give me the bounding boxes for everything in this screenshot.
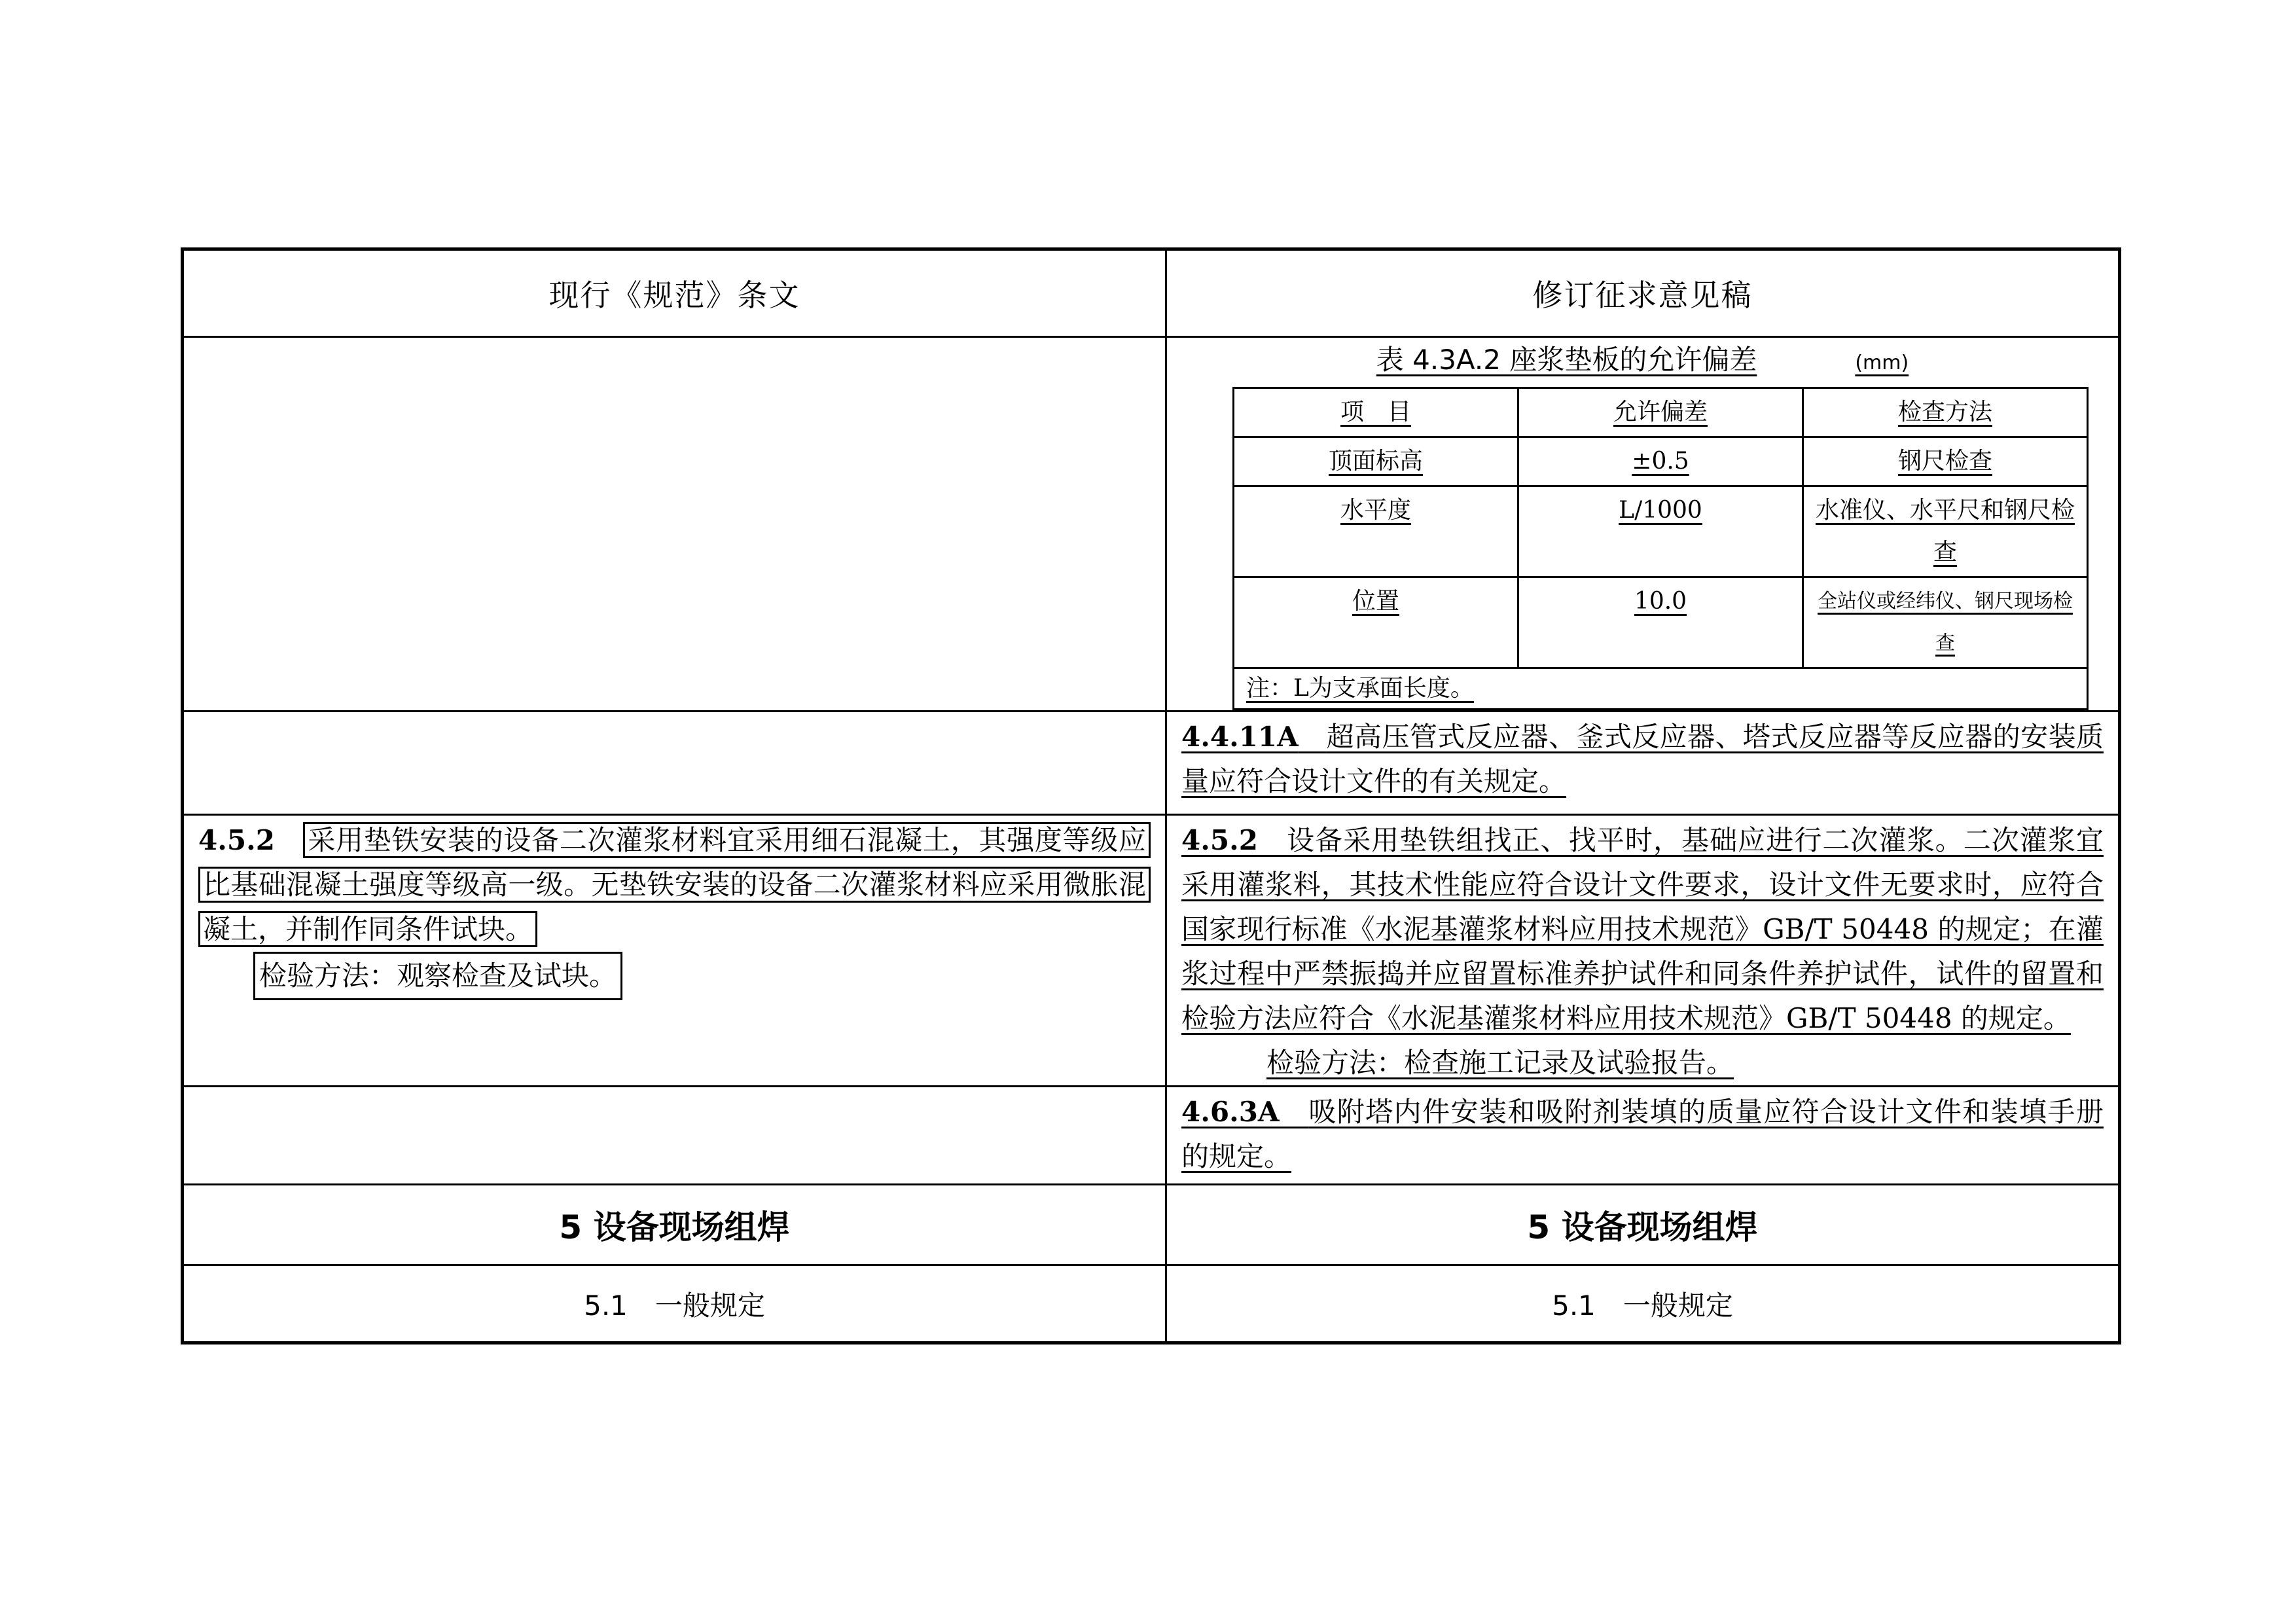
section-title-left: 5 设备现场组焊 [183, 1185, 1166, 1265]
inspection-line [198, 952, 1151, 1000]
header-current-clause: 现行《规范》条文 [183, 249, 1166, 337]
clause-number: 4.5.2 [1181, 824, 1258, 856]
clause-4-4-11A [1166, 712, 2120, 815]
section-title-row [183, 1185, 2120, 1265]
clause-number: 4.4.11A [1181, 721, 1299, 753]
clause-text: 超高压管式反应器、釜式反应器、塔式反应器等反应器的安装质量应符合设计文件的有关规定。 [1181, 721, 2104, 797]
table-row [183, 337, 2120, 712]
clause-4-5-2-current [183, 815, 1166, 1087]
tolerance-table-caption: 表 4.3A.2 座浆垫板的允许偏差 (mm) [1376, 344, 1909, 376]
header-revision-draft: 修订征求意见稿 [1166, 249, 2120, 337]
tolerance-note-row [1234, 668, 2088, 710]
subsection-title-left: 5.1 一般规定 [183, 1265, 1166, 1343]
empty-cell [183, 712, 1166, 815]
table-cell: L/1000 [1518, 486, 1803, 577]
tolerance-table-unit: (mm) [1855, 352, 1909, 374]
clause-text: 采用垫铁安装的设备二次灌浆材料宜采用细石混凝土，其强度等级应比基础混凝土强度等级高一级。无垫铁安装的设备二次灌浆材料应采用微胀混凝土，并制作同条件试块。 [198, 822, 1151, 947]
clause-4-6-3A [1166, 1087, 2120, 1185]
subsection-title-row [183, 1265, 2120, 1343]
clause-text: 吸附塔内件安装和吸附剂装填的质量应符合设计文件和装填手册的规定。 [1181, 1096, 2104, 1172]
tolerance-col-deviation: 允许偏差 [1518, 388, 1803, 437]
empty-cell [183, 1087, 1166, 1185]
table-row [1234, 437, 2088, 486]
table-cell: 全站仪或经纬仪、钢尺现场检查 [1803, 577, 2088, 668]
tolerance-header-row [1234, 388, 2088, 437]
subsection-title-right: 5.1 一般规定 [1166, 1265, 2120, 1343]
clause-number: 4.6.3A [1181, 1096, 1280, 1128]
clause-text: 设备采用垫铁组找正、找平时，基础应进行二次灌浆。二次灌浆宜采用灌浆料，其技术性能应符合设计文件要求，设计文件无要求时，应符合国家现行标准《水泥基灌浆材料应用技术规范》GB/T 50448 的规定；在灌浆过程中严禁振捣并应留置标准养护试件和同条件养护试件，试件的留置和检验方法应符合《水泥基灌浆材料应用技术规范》GB/T 50448 的规定。 [1181, 824, 2104, 1034]
tolerance-table-cell [1166, 337, 2120, 712]
table-cell: 顶面标高 [1234, 437, 1518, 486]
inspection-method: 检验方法：检查施工记录及试验报告。 [1266, 1047, 1734, 1079]
table-cell: 10.0 [1518, 577, 1803, 668]
table-row [1234, 486, 2088, 577]
empty-cell [183, 337, 1166, 712]
tolerance-col-item: 项 目 [1234, 388, 1518, 437]
tolerance-col-method: 检查方法 [1803, 388, 2088, 437]
table-row [183, 1087, 2120, 1185]
table-row [183, 712, 2120, 815]
inspection-method: 检验方法：观察检查及试块。 [253, 952, 622, 1000]
table-cell: 水准仪、水平尺和钢尺检查 [1803, 486, 2088, 577]
section-title-right: 5 设备现场组焊 [1166, 1185, 2120, 1265]
table-row [183, 815, 2120, 1087]
table-cell: 钢尺检查 [1803, 437, 2088, 486]
clause-number: 4.5.2 [198, 824, 275, 856]
table-row [1234, 577, 2088, 668]
comparison-table [181, 247, 2121, 1344]
tolerance-note: 注：L为支承面长度。 [1234, 668, 2088, 710]
clause-4-5-2-revised [1166, 815, 2120, 1087]
table-cell: 位置 [1234, 577, 1518, 668]
table-cell: ±0.5 [1518, 437, 1803, 486]
tolerance-table [1232, 387, 2089, 710]
header-row [183, 249, 2120, 337]
table-cell: 水平度 [1234, 486, 1518, 577]
